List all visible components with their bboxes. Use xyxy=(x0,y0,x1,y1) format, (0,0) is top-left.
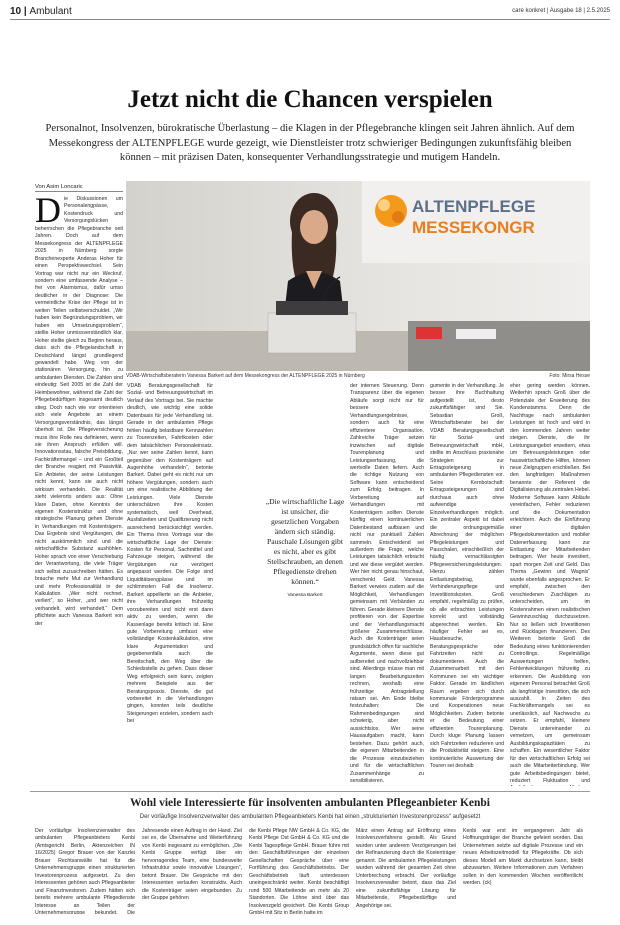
speaker-photo-illustration xyxy=(126,181,590,371)
section-name: Ambulant xyxy=(29,6,72,17)
article2-headline: Wohl viele Interessierte für insolventen ambulanten Pflegeanbieter Kenbi xyxy=(130,797,490,809)
article2-column-1: Der vorläufige Insolvenzverwalter des ambulanten Pflegeanbieters Kenbi (Amtsgericht Berlin, Aktenzeichen IN 16/2025) Gregor Brauer von der Kanzlei Brauer Rechtsanwälte hat für die Unternehmensgruppe einen strukturierten Investorenprozess aufgesetzt. Zu den Interessenten gehören auch Pflegeanbieter und Finanzinvestoren. Zudem hätten sich bereits mehrere ambulante Pflegedienste Interesse an Teilen der Unternehmensgruppe bekundet. Die xyxy=(35,828,135,914)
article-column-4: gumente in der Verhandlung. Je besser ihre Buchhaltung aufgestellt ist, desto zukunftsfähiger sind Sie. Sebastian Groß, Wirtschaftsberater bei der VDAB Beratungsgesellschaft für Sozial- und Betreuungswirtschaft mbH, stellte im Anschluss praxisnahe Strategien zur Ertragssteigerung in ambulanten Pflegediensten vor. Seine Kernbotschaft: Ertragssteigerungen sind durchaus auch ohne aufwendige Einzelverhandlungen möglich. Ein zentraler Aspekt ist dabei die ordnungsgemäße Abrechnung der möglichen Pflegeleistungen und Pauschalen, einschließlich der häufig vernachlässigten Pflegeversicherungsleistungen. Hierzu zählen Entlastungsbetrag, Verhinderungspflege und Investitionskosten. Groß empfahl, regelmäßig zu prüfen, ob alle erbrachten Leistungen korrekt und vollständig abgerechnet werden. Ein häufiger Fehler sei es, Hausbesuche, Beratungsgespräche oder Fahrtzeiten nicht zu dokumentieren. Auch die Zusammenarbeit mit den Kommunen sei ein wichtiger Faktor. Gerade im ländlichen Raum ergeben sich durch kommunale Förderprogramme und Kooperationen neue Möglichkeiten. Zudem betonte er die Bedeutung einer effizienten Tourenplanung. Durch kluge Planung lassen sich Fahrtzeiten reduzieren und die Produktivität steigern. Eine kontinuierliche Auswertung der Touren sei deshalb xyxy=(430,383,504,770)
article-photo xyxy=(126,181,590,371)
article2-column-4: März einen Antrag auf Eröffnung eines Insolvenzverfahrens gestellt. Als Grund wurden unter anderem Verzögerungen bei der Refinanzierung durch die Kostenträger genannt. Die ambulanten Pflegeleistungen wurden während der gesamten Zeit ohne Unterbrechung erbracht. Der vorläufige Insolvenzverwalter betont, dass das Ziel eine zukunftsfähige Lösung für Mitarbeitende, Pflegebedürftige und Angehörige sei. xyxy=(356,828,456,909)
article2-column-3: die Kenbi Pflege NW GmbH & Co. KG, die Kenbi Pflege Ost GmbH & Co. KG und die Kenbi Tagespflege GmbH. Brauer führe mit den Geschäftsführungen der einzelnen Gesellschaften Gespräche über eine Fortführung des Geschäftsbetriebs. Der Geschäftsbetrieb läuft unterdessen uneingeschränkt weiter. Kenbi beschäftigt rund 500 Mitarbeitende an mehr als 20 Standorten. Die Löhne sind über das Insolvenzgeld gesichert. Die Kenbi Group GmbH mit Sitz in Berlin hatte im xyxy=(249,828,349,914)
page-number: 10 | Ambulant xyxy=(10,6,72,17)
article2-column-2: Jahresende einen Auftrag in der Hand. Ziel sei es, die Übernahme und Weiterführung von Kenbi insgesamt zu ermöglichen. „Die Kenbi Gruppe verfügt über ein hervorragendes Team, eine bundesweite Infrastruktur sowie innovative Lösungen“, betont Brauer. Die Gespräche mit den Interessenten verlaufen konstruktiv. Auch die Kostenträger seien eingebunden. Zu der Gruppe gehören xyxy=(142,828,242,902)
article-lead: Personalnot, Insolvenzen, bürokratische Überlastung – die Klagen in der Pflegebranche klingen seit Jahren ähnlich. Auf dem Messekongress der ALTENPFLEGE wurde gezeigt, wie Dienstleister trotz schwieriger Bedingungen zukunftsfähig bleiben können – mit präzisen Daten, konsequenter Verhandlungsstrategie und mutigem Handeln. xyxy=(45,123,575,163)
article-column-2: VDAB Beratungsgesellschaft für Sozial- und Betreuungswirtschaft im Verlauf des Vortrags bei. Sie machte deutlich, wie wichtig eine solide Datenbasis für jede Verhandlung ist. Gerade in der ambulanten Pflege fehlen häufig belastbare Kennzahlen zu Tourenzeiten, Fahrtkosten oder dem tatsächlichen Personaleinsatz. „Nur wer seine Zahlen kennt, kann gegenüber den Kostenträgern auf Augenhöhe verhandeln“, betonte Barkert. Dabei geht es nicht nur um höhere Vergütungen, sondern auch um eine realistische Abbildung der Leistungen. Viele Dienste unterschätzen ihre Kosten systematisch, weil Overhead, Ausfallzeiten und Qualifizierung nicht ausreichend berücksichtigt werden. Ein Thema ihres Vortrags war die wirtschaftliche Lage der Dienste: Kosten für Personal, Sachmittel und Fahrzeuge steigen, während die Vergütungen nur verzögert angepasst werden. Die Folge sind Liquiditätsengpässe und im schlimmsten Fall die Insolvenz. Barkert appellierte an die Anbieter, ihre Verhandlungen frühzeitig vorzubereiten und nicht erst dann aktiv zu werden, wenn die Kassenlage bereits kritisch ist. Eine gute Vorbereitung umfasst eine vollständige Kostenkalkulation, eine klare Argumentation und gegebenenfalls auch die Bereitschaft, den Weg über die Schiedsstelle zu gehen. Dass dieser Weg erfolgreich sein kann, zeigten mehrere Beispiele aus der Beratungspraxis. Dienste, die gut vorbereitet in die Verhandlungen gingen, konnten teils deutliche Steigerungen erzielen, sondern auch bei xyxy=(127,383,213,725)
drop-cap: D xyxy=(35,196,61,230)
article-headline: Jetzt nicht die Chancen verspielen xyxy=(127,86,493,113)
quote-source: Vanessa Barkert xyxy=(287,593,323,598)
svg-text:MESSEKONGR: MESSEKONGR xyxy=(412,218,535,237)
svg-text:ALTENPFLEGE: ALTENPFLEGE xyxy=(412,197,536,216)
article2-subline: Der vorläufige Insolvenzverwalter des ambulanten Pflegeanbieters Kenbi hat einen „strukturierten Investorenprozess“ aufgesetzt xyxy=(139,814,481,820)
photo-credit: Foto: Mirsa Hesse xyxy=(549,373,590,379)
article2-column-5: Kenbi war erst im vergangenen Jahr als Hoffnungsträger der Branche gefeiert worden. Das Unternehmen setzte auf digitale Prozesse und ein neues Arbeitszeitmodell für Pflegekräfte. Ob sich dieses Modell am Markt durchsetzen kann, bleibt abzuwarten. Weitere Informationen zum Verfahren sollen in den kommenden Wochen veröffentlicht werden. (ck) xyxy=(463,828,583,887)
photo-caption: VDAB-Wirtschaftsberaterin Vanessa Barkert auf dem Messekongress der ALTENPFLEGE 2025 in Nürnberg Foto: Mirsa Hesse xyxy=(126,373,590,379)
page-header xyxy=(10,6,610,20)
pull-quote: „Die wirtschaftliche Lage ist unsicher, die gesetzlichen Vorgaben ändern sich ständig. Pauschale Lösungen gibt es nicht, aber es gibt Stellschrauben, an denen Pflegedienste drehen können.“ Vanessa Barkert xyxy=(265,497,345,601)
article-column-2b xyxy=(218,383,258,786)
article-column-5: eher gering werden können. Weiterhin sprach Groß über die Potenziale der Erweiterung des Kundenstamms. Denn die Nachfrage nach ambulanten Leistungen ist hoch und wird in den kommenden Jahren weiter steigen. Dienste, die ihr Leistungsangebot erweitern, etwa um Betreuungsleistungen oder hauswirtschaftliche Hilfen, können neue Zielgruppen erschließen. Bei den langfristigen Maßnahmen benannte der Referent die Digitalisierung als zentralen Hebel. Moderne Software kann Abläufe vereinfachen, Fehler reduzieren und die Dokumentation erleichtern. Auch die Einführung einer digitalen Pflegedokumentation und mobiler Datenerfassung kann zur Entlastung der Mitarbeitenden beitragen. Wer heute investiert, spart morgen Zeit und Geld. Das Thema „Gewinn und Wagnis“ wurde ebenfalls angesprochen. Er empfahl, zwischen den verschiedenen Zuschlägen zu unterscheiden, um im Kostenrahmen einen realistischen Gewinnzuschlag durchzusetzen. Nur so ließen sich Investitionen und Rücklagen finanzieren. Des Weiteren betonte Groß die Bedeutung eines funktionierenden Controllings. Regelmäßige Auswertungen helfen, Fehlentwicklungen frühzeitig zu erkennen. Die Ausbildung von eigenem Personal betrachtet Groß als langfristige Investition, die sich auszahlt. In Zeiten des Fachkräftemangels sei es unerlässlich, auf Nachwuchs zu setzen. Er empfahl, kleinere Dienste untereinander zu vernetzen, um gemeinsam Ausbildungskapazitäten zu schaffen. Ein wesentlicher Faktor für den wirtschaftlichen Erfolg sei auch die Mitarbeiterbindung. Wer gute Arbeitsbedingungen bietet, reduziert Fluktuation und xyxy=(510,383,590,785)
article-divider xyxy=(30,791,590,792)
byline: Von Asim Loncaric xyxy=(35,184,123,192)
altenpflege-logo-icon xyxy=(375,195,407,227)
article-column-3: der internen Steuerung. Denn Transparenz über die eigenen Abläufe sorgt nicht nur für bessere Verhandlungsergebnisse, sondern auch für eine effizientere Organisation. Zahlreiche Träger setzen inzwischen auf digitale Tourenplanung und Leistungserfassung, die wertvolle Daten liefern. Auch die richtige Nutzung von Software kann entscheidend zum Erfolg beitragen. In Vorbereitung auf Verhandlungen mit Kostenträgern sollten Dienste künftig einen kontinuierlichen Datenbestand aufbauen und nicht nur punktuell Zahlen sammeln. Entscheidend sei außerdem die Frage, welche Leistungen tatsächlich erbracht und wie diese vergütet werden. Wer hier nicht genau hinschaut, verschenkt Geld. Vanessa Barkert verwies zudem auf die Möglichkeit, Verhandlungen gemeinsam mit Verbänden zu führen. Gerade kleinere Dienste profitieren von der Expertise und der Verhandlungsmacht größerer Zusammenschlüsse. Auch die Kostenträger seien grundsätzlich offen für sachliche Argumente, wenn diese gut aufbereitet und nachvollziehbar sind. Allerdings müsse man mit langen Bearbeitungszeiten rechnen, weshalb eine frühzeitige Antragstellung ratsam sei. Am Ende bleibe festzuhalten: Die Rahmenbedingungen sind schwierig, aber nicht aussichtslos. Wer seine Hausaufgaben macht, kann bestehen. Dazu gehört auch, die eigenen Mitarbeitenden in die Prozesse einzubeziehen und für die wirtschaftlichen Zusammenhänge zu sensibilisieren. xyxy=(350,383,424,785)
article-column-1: Die Diskussionen um Personalengpässe, Kostendruck und Versorgungslücken beherrschen die Pflegebranche seit Jahren. Doch auf dem Messekongress der ALTENPFLEGE 2025 in Nürnberg sorgte Branchenexperte Anderas Hoher für einen Perspektivwechsel. Sein Vortrag war nicht nur ein Weckruf, sondern eine umfassende Analyse – frei von Alarmismus, dafür umso deutlicher in der Diagnose: Die vermeintliche Krise der Pflege ist in weiten Teilen selbstverschuldet. „Wir haben kein Begründungsproblem, wir haben ein Umsetzungsproblem“, stellte Hoher unmissverständlich klar. Hoher stellte gleich zu Beginn heraus, dass sich die Pflegelandschaft in Deutschland längst grundlegend gewandelt habe. Weg von der stationären Versorgung, hin zu ambulanten Diensten. Die Zahlen sind eindeutig: Seit 2005 ist die Zahl der Heimbewohner, während die Zahl der Pflegebedürftigen insgesamt deutlich stieg. Doch nach wie vor orientieren sich viele Angebote an einem Versorgungsverständnis, das längst überholt ist. Die Pflegeversicherung muss ihre Rolle neu definieren, wenn sie ihren Anspruch erfüllen will. Innovationsstau, falsche Preisbildung, Fachkräftemangel – und ein Großteil der Branche reagiert mit Passivität. Ein Anbieter, der seine Leistungen nicht kennt, kann sie auch nicht wirksam verhandeln. Die Realität sieht vielerorts anders aus: Ohne klare Daten, ohne Kenntnis der eigenen Kostenstruktur und ohne strategische Planung gehen Dienste in Verhandlungen mit Kostenträgern. Das Ergebnis sind Vergütungen, die nicht auskömmlich sind und die wirtschaftliche Substanz aushöhlen. Hoher sprach von einer Verschiebung der Verantwortung, die viele Träger sich selbst zuzuschreiben hätten. Es brauche mehr Mut zur Verhandlung und mehr Professionalität in der Kalkulation. „Wer nicht rechnet, verliert“, so Hoher, „und wer nicht verhandelt, wird verhandelt.“ Dem pflichtete auch Vanessa Barkert von der xyxy=(35,196,123,627)
issue-info: care konkret | Ausgabe 18 | 2.5.2025 xyxy=(512,8,610,14)
